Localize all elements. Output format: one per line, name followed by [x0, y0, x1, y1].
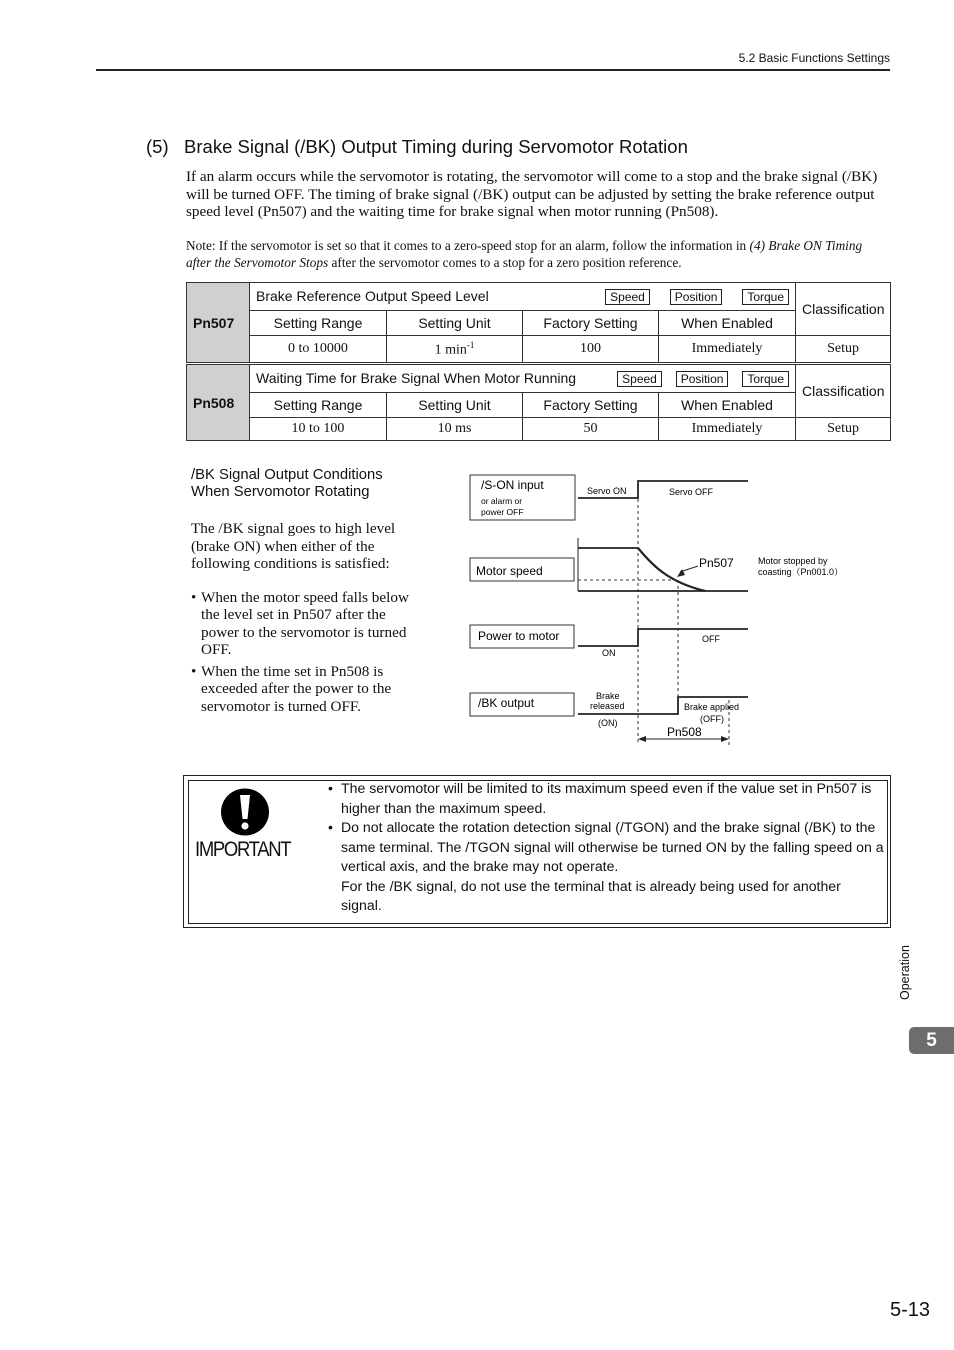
pn507-text: Pn507: [699, 556, 734, 570]
brake-released-1: Brake: [596, 691, 620, 701]
timing-diagram: [460, 470, 860, 750]
son-label: /S-ON input: [481, 478, 544, 492]
list-item: • The servomotor will be limited to its maximum speed even if the value set in Pn507 is higher than the maximum speed.: [325, 779, 885, 818]
value-setting-range: 0 to 10000: [250, 336, 387, 363]
param-name-row: [250, 283, 796, 311]
brake-released-2: released: [590, 701, 625, 711]
param-table-pn508: [186, 364, 891, 441]
exclamation-icon: [219, 787, 271, 837]
important-extra: For the /BK signal, do not use the terminal that is already being used for another signal.: [341, 877, 841, 913]
on-paren-text: (ON): [598, 718, 618, 728]
classification-label: Classification: [796, 283, 891, 336]
tag-position: Position: [676, 371, 729, 387]
note: [186, 238, 890, 271]
param-id: Pn507: [187, 283, 250, 363]
power-off-text: OFF: [702, 634, 720, 644]
header-when-enabled: When Enabled: [659, 311, 796, 336]
tag-speed: Speed: [605, 289, 650, 305]
classification-label: Classification: [796, 365, 891, 418]
list-item: • When the motor speed falls below the level set in Pn507 after the power to the servomotor is turned OFF.: [191, 589, 421, 659]
note-label: Note:: [186, 238, 216, 253]
header-rule: [96, 69, 890, 71]
param-name-row: [250, 365, 796, 393]
header-setting-unit: Setting Unit: [387, 311, 523, 336]
side-tab-label: Operation: [898, 945, 912, 1000]
header-setting-range: Setting Range: [250, 311, 387, 336]
brake-applied-text: Brake applied: [684, 702, 740, 712]
running-header: 5.2 Basic Functions Settings: [738, 51, 890, 65]
list-item: • When the time set in Pn508 is exceeded after the power to the servomotor is turned OFF.: [191, 663, 421, 716]
power-on-text: ON: [602, 648, 616, 658]
conditions-list: [191, 589, 421, 716]
coast-text-2: coasting（Pn001.0）: [758, 567, 844, 577]
value-setting-range: 10 to 100: [250, 418, 387, 441]
header-setting-range: Setting Range: [250, 393, 387, 418]
value-when-enabled: Immediately: [659, 418, 796, 441]
important-list: [325, 779, 885, 916]
value-setting-unit: 10 ms: [387, 418, 523, 441]
son-sub2: power OFF: [481, 507, 524, 517]
header-factory-setting: Factory Setting: [523, 311, 659, 336]
list-item: • Do not allocate the rotation detection signal (/TGON) and the brake signal (/BK) to the same terminal. The /TGON signal will otherwise be turned ON by the falling speed on a vertical axis, and the brake may not operate.: [325, 818, 885, 877]
param-name: Brake Reference Output Speed Level: [256, 288, 489, 304]
tag-position: Position: [670, 289, 723, 305]
motor-speed-curve: [638, 548, 705, 591]
coast-text-1: Motor stopped by: [758, 556, 828, 566]
value-when-enabled: Immediately: [659, 336, 796, 363]
header-when-enabled: When Enabled: [659, 393, 796, 418]
bk-label: /BK output: [478, 696, 535, 710]
intro-paragraph: If an alarm occurs while the servomotor is rotating, the servomotor will come to a stop and the brake signal (/BK) will be turned OFF. The timing of brake signal (/BK) output can be adjusted by setting the brake reference output speed level (Pn507) and the waiting time for brake signal when motor running (Pn508).: [186, 168, 878, 220]
header-factory-setting: Factory Setting: [523, 393, 659, 418]
value-factory-setting: 50: [523, 418, 659, 441]
chapter-tab: 5: [909, 1027, 954, 1054]
off-paren-text: (OFF): [700, 714, 724, 724]
param-table-pn507: [186, 282, 891, 363]
power-waveform: [578, 629, 748, 646]
value-classification: Setup: [796, 418, 891, 441]
value-factory-setting: 100: [523, 336, 659, 363]
tag-speed: Speed: [617, 371, 662, 387]
param-name: Waiting Time for Brake Signal When Motor Running: [256, 370, 577, 386]
tag-torque: Torque: [742, 289, 789, 305]
value-setting-unit: 1 $\min^{-1}$: [387, 336, 523, 363]
tag-torque: Torque: [742, 371, 789, 387]
conditions-body: [191, 520, 421, 719]
note-text-b: after the servomotor comes to a stop for a zero position reference.: [331, 254, 682, 270]
conditions-title: /BK Signal Output Conditions When Servomotor Rotating: [191, 467, 383, 500]
value-classification: Setup: [796, 336, 891, 363]
conditions-intro: The /BK signal goes to high level (brake ON) when either of the following conditions is satisfied:: [191, 520, 396, 572]
servo-off-text: Servo OFF: [669, 487, 714, 497]
motor-speed-label: Motor speed: [476, 564, 543, 578]
son-sub1: or alarm or: [481, 496, 523, 506]
param-id: Pn508: [187, 365, 250, 441]
page-number: 5-13: [889, 1299, 930, 1321]
pn508-text: Pn508: [667, 725, 702, 739]
important-label: IMPORTANT: [195, 838, 291, 861]
note-reference: (4) Brake ON Timing after the Servomotor Stops: [186, 238, 863, 270]
header-setting-unit: Setting Unit: [387, 393, 523, 418]
section-title: (5) Brake Signal (/BK) Output Timing during Servomotor Rotation: [146, 136, 688, 157]
servo-on-text: Servo ON: [587, 486, 627, 496]
power-label: Power to motor: [478, 629, 560, 643]
note-text-a: If the servomotor is set so that it comes to a zero-speed stop for an alarm, follow the information in: [218, 238, 747, 253]
